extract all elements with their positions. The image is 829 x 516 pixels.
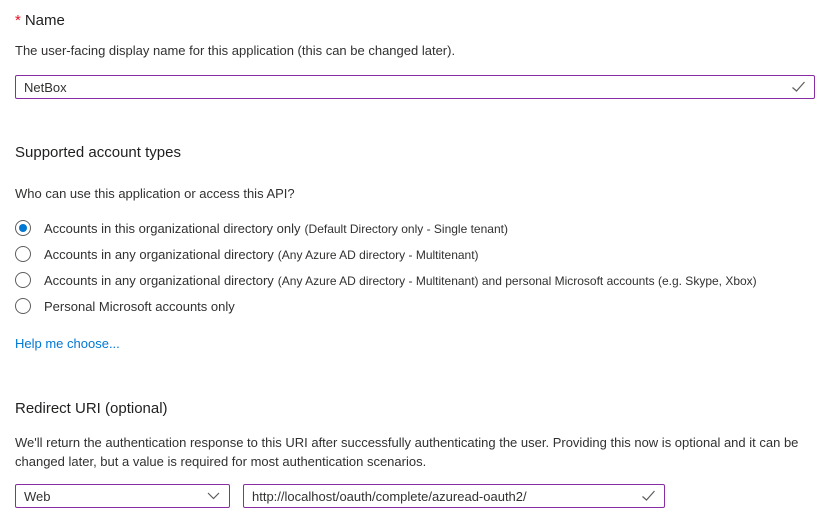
redirect-uri-input-wrapper: [243, 484, 665, 508]
redirect-uri-input[interactable]: [244, 485, 664, 507]
redirect-uri-description: We'll return the authentication response to this URI after successfully authenticating the user. Providing this now is optional and it can be changed later, but a value is required for most authentication scenarios.: [15, 435, 799, 469]
account-type-label: Accounts in this organizational directory only (Default Directory only - Single tenant): [44, 220, 508, 236]
radio-button[interactable]: [15, 272, 31, 288]
redirect-uri-row: [15, 484, 815, 508]
valid-check-icon: [641, 490, 656, 502]
account-types-title: Supported account types: [15, 144, 181, 161]
account-type-option-multitenant-personal[interactable]: [15, 267, 815, 293]
name-input[interactable]: [16, 76, 814, 98]
name-section-title: [15, 11, 815, 31]
radio-selected-dot: [19, 224, 27, 232]
account-type-option-single-tenant[interactable]: [15, 215, 815, 241]
valid-check-icon: [791, 81, 806, 93]
radio-button[interactable]: [15, 220, 31, 236]
name-title-text: Name: [24, 12, 65, 29]
help-me-choose-link[interactable]: Help me choose...: [15, 336, 120, 351]
radio-button[interactable]: [15, 246, 31, 262]
name-description: The user-facing display name for this application (this can be changed later).: [15, 43, 456, 58]
account-type-label: Accounts in any organizational directory (Any Azure AD directory - Multitenant) and personal Microsoft accounts (e.g. Skype, Xbox): [44, 272, 757, 288]
required-asterisk: *: [15, 12, 21, 29]
account-type-label: Accounts in any organizational directory (Any Azure AD directory - Multitenant): [44, 246, 479, 262]
account-types-radio-group: [15, 215, 815, 319]
platform-selected-value: Web: [24, 488, 51, 504]
radio-button[interactable]: [15, 298, 31, 314]
account-type-label: Personal Microsoft accounts only: [44, 298, 235, 314]
account-type-option-personal-only[interactable]: [15, 293, 815, 319]
name-input-wrapper: [15, 75, 815, 99]
account-type-option-multitenant[interactable]: [15, 241, 815, 267]
redirect-uri-title: Redirect URI (optional): [15, 400, 168, 417]
platform-select-dropdown[interactable]: [15, 484, 230, 508]
chevron-down-icon: [207, 492, 220, 500]
account-types-question: Who can use this application or access this API?: [15, 186, 295, 201]
